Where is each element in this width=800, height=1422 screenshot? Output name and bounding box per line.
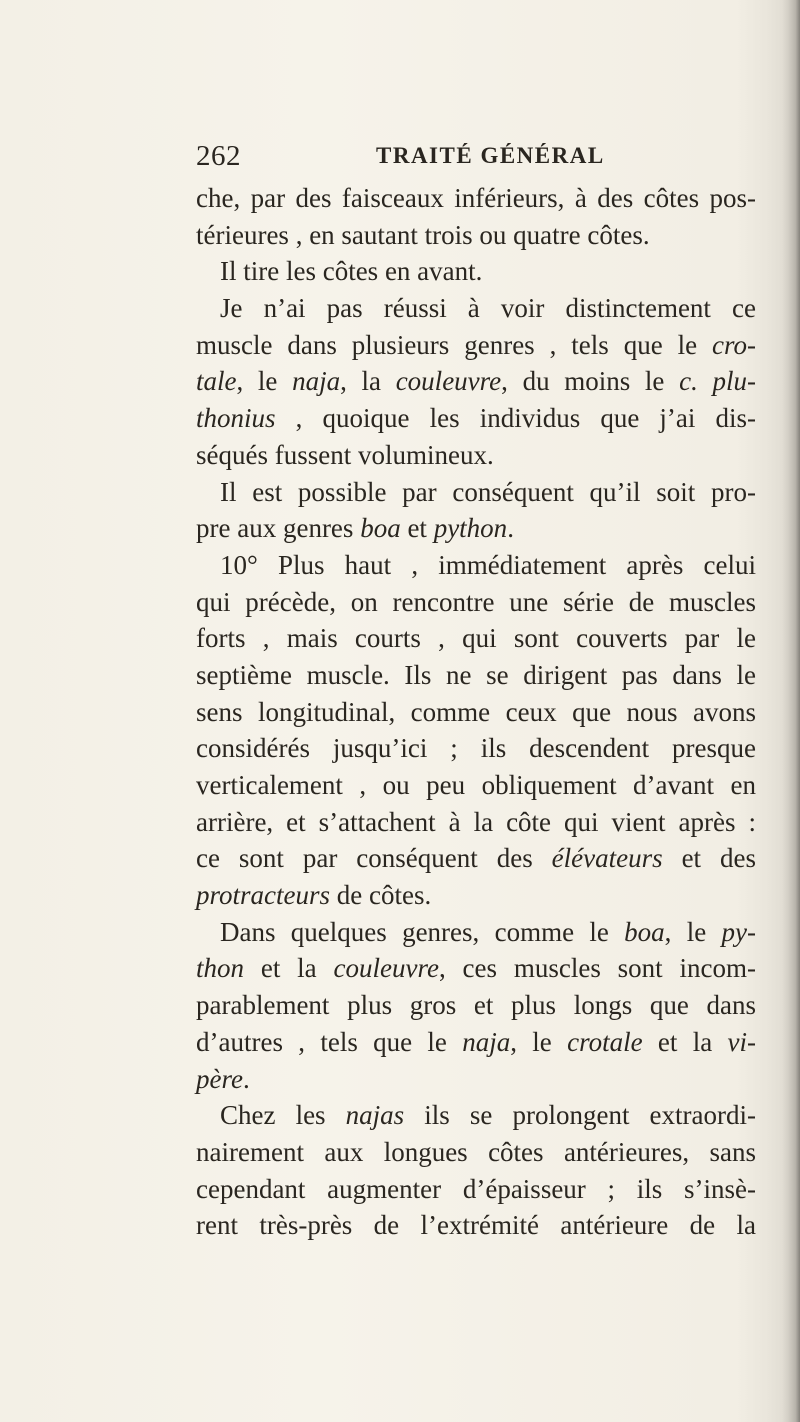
genus-name: cro- [712, 329, 756, 360]
text-line: Je n’ai pas réussi à voir distinctement ce [220, 293, 756, 324]
text-line: arrière, et s’attachent à la côte qui vient après : [196, 806, 756, 837]
text-line: Chez les najas ils se prolongent extraordi- [220, 1100, 756, 1131]
body-text [196, 180, 756, 1244]
text-line: thonius , quoique les individus que j’ai dis- [196, 403, 756, 434]
text-line: d’autres , tels que le naja, le crotale et la vi- [196, 1026, 756, 1057]
muscle-term: protracteurs [196, 880, 330, 911]
text-line: rent très-près de l’extrémité antérieure de la [196, 1210, 756, 1241]
genus-name: thon [196, 953, 245, 984]
species-name: c. plu- [679, 366, 756, 397]
genus-name: naja [292, 366, 341, 397]
text-line: Il est possible par conséquent qu’il soit pro- [220, 476, 756, 507]
text-line: forts , mais courts , qui sont couverts par le [196, 623, 756, 654]
genus-name: père [196, 1063, 243, 1094]
genus-name: boa [360, 513, 401, 544]
text-line: Dans quelques genres, comme le boa, le py- [220, 916, 756, 947]
genus-name: vi- [727, 1026, 756, 1057]
text-line: nairement aux longues côtes antérieures, sans [196, 1136, 756, 1167]
text-line: protracteurs de côtes. [196, 880, 432, 911]
species-name: thonius [196, 403, 276, 434]
text-line: septième muscle. Ils ne se dirigent pas dans le [196, 659, 756, 690]
page-edge-shadow [782, 0, 800, 1422]
genus-name: najas [345, 1100, 405, 1131]
text-line: qui précède, on rencontre une série de muscles [196, 586, 756, 617]
text-line: considérés jusqu’ici ; ils descendent presque [196, 733, 756, 764]
genus-name: py- [721, 916, 756, 947]
text-line: sens longitudinal, comme ceux que nous avons [196, 696, 756, 727]
text-line: cependant augmenter d’épaisseur ; ils s’insè- [196, 1173, 756, 1204]
page-header [196, 140, 716, 174]
text-line: 10° Plus haut , immédiatement après celui [220, 549, 756, 580]
text-line: tale, le naja, la couleuvre, du moins le c. plu- [196, 366, 756, 397]
genus-name: tale [196, 366, 237, 397]
text-line: che, par des faisceaux inférieurs, à des côtes pos- [196, 183, 756, 213]
text-line: Il tire les côtes en avant. [220, 256, 483, 287]
text-line: pre aux genres boa et python. [196, 513, 514, 544]
text-line: verticalement , ou peu obliquement d’avant en [196, 770, 756, 800]
text-line: thon et la couleuvre, ces muscles sont incom- [196, 953, 756, 984]
text-line: parablement plus gros et plus longs que dans [196, 990, 756, 1021]
genus-name: crotale [567, 1026, 643, 1057]
text-line: père. [196, 1063, 250, 1094]
text-line: séqués fussent volumineux. [196, 439, 494, 470]
genus-name: python [433, 513, 508, 544]
genus-name: couleuvre [395, 366, 502, 397]
text-line: térieures , en sautant trois ou quatre côtes. [196, 219, 650, 250]
running-title: TRAITÉ GÉNÉRAL [376, 143, 605, 168]
text-line: ce sont par conséquent des élévateurs et des [196, 843, 757, 874]
page-number: 262 [196, 140, 241, 172]
genus-name: boa [624, 916, 665, 947]
genus-name: couleuvre [333, 953, 439, 984]
text-line: muscle dans plusieurs genres , tels que le cro- [196, 329, 756, 360]
genus-name: naja [462, 1026, 511, 1057]
muscle-term: élévateurs [551, 843, 663, 874]
